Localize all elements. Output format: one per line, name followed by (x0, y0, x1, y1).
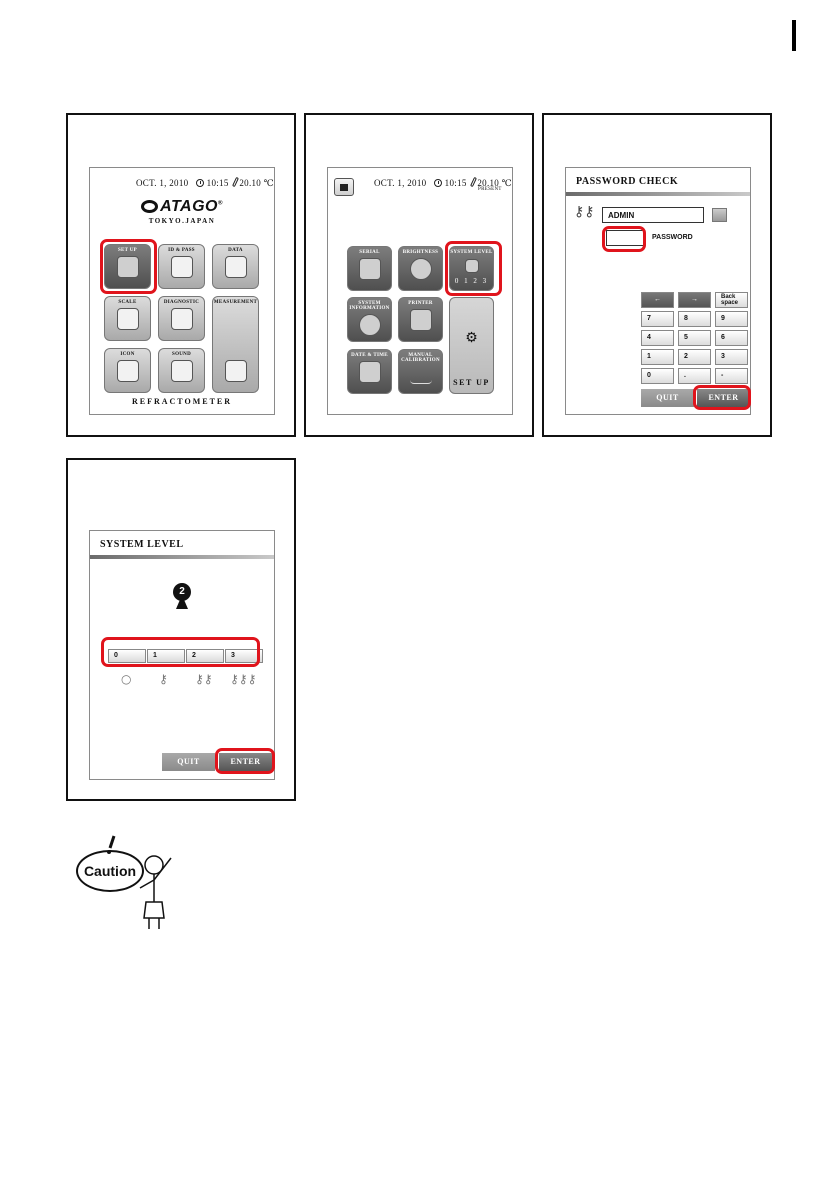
level-button-2[interactable]: 2 (186, 649, 224, 663)
atago-logo: ATAGO® (90, 198, 274, 216)
temperature-text: 20.10 ℃ (239, 178, 275, 188)
temperature-text: 20.10 ℃ (477, 178, 513, 188)
tile-sound[interactable]: SOUND (158, 348, 205, 393)
tile-brightness[interactable]: BRIGHTNESS (398, 246, 443, 291)
enter-button[interactable]: ENTER (219, 753, 272, 771)
tile-icon[interactable]: ICON (104, 348, 151, 393)
highlight-setup (100, 239, 157, 294)
atago-mark-icon (141, 200, 158, 213)
screen-title: PASSWORD CHECK (566, 176, 750, 196)
tile-date-time[interactable]: DATE & TIME (347, 349, 392, 394)
key-8[interactable]: 8 (678, 311, 711, 327)
measurement-icon (225, 360, 247, 382)
time-text: 10:15 (206, 178, 229, 188)
sun-icon (410, 258, 432, 280)
home-button[interactable] (334, 178, 354, 196)
tile-setup-panel: ⚙ SET UP (449, 297, 494, 394)
data-icon (225, 256, 247, 278)
id-pass-icon (171, 256, 193, 278)
tile-system-level[interactable]: SYSTEM LEVEL 0 1 2 3 (449, 246, 494, 291)
key-0[interactable]: 0 (641, 368, 674, 384)
footer-label: REFRACTOMETER (131, 397, 233, 406)
caution-figure-icon (70, 832, 190, 932)
caution-illustration (70, 832, 190, 932)
quit-button[interactable]: QUIT (162, 753, 215, 771)
diagnostic-icon (171, 308, 193, 330)
key-5[interactable]: 5 (678, 330, 711, 346)
quit-button[interactable]: QUIT (641, 389, 694, 407)
key-right[interactable]: → (678, 292, 711, 308)
key-left[interactable]: ← (641, 292, 674, 308)
printer-icon (410, 309, 432, 331)
tile-data[interactable]: DATA (212, 244, 259, 289)
tile-measurement[interactable]: MEASUREMENT (212, 296, 259, 393)
key-backspace[interactable]: Back space (715, 292, 748, 308)
key-4[interactable]: 4 (641, 330, 674, 346)
enter-button[interactable]: ENTER (697, 389, 750, 407)
key-3[interactable]: 3 (715, 349, 748, 365)
status-bar (136, 177, 274, 189)
level-0-key-icon: ○ (121, 672, 132, 686)
tile-serial[interactable]: SERIAL (347, 246, 392, 291)
level-button-1[interactable]: 1 (147, 649, 185, 663)
password-check-screen (565, 167, 751, 415)
clock-icon (196, 179, 204, 187)
time-text: 10:15 (444, 178, 467, 188)
screen-title: SYSTEM LEVEL (90, 539, 274, 559)
tile-diagnostic[interactable]: DIAGNOSTIC (158, 296, 205, 341)
key-2[interactable]: 2 (678, 349, 711, 365)
user-field[interactable]: ADMIN (602, 207, 704, 223)
caution-label: Caution (76, 850, 144, 892)
tile-setup[interactable]: SET UP (104, 244, 151, 289)
users-keys-icon: ⚷⚷ (574, 204, 595, 220)
highlight-password-field (602, 226, 646, 252)
monitor-icon (359, 258, 381, 280)
user-select-button[interactable] (712, 208, 727, 222)
level-button-3[interactable]: 3 (225, 649, 263, 663)
tile-system-information[interactable]: SYSTEM INFORMATION (347, 297, 392, 342)
highlight-level-buttons (101, 637, 260, 667)
key-9[interactable]: 9 (715, 311, 748, 327)
level-2-key-icon: ⚷⚷ (195, 672, 213, 686)
date-text: OCT. 1, 2010 (374, 178, 427, 188)
calibration-icon (410, 374, 432, 384)
step-frame-1 (66, 113, 296, 437)
icon-settings-icon (117, 360, 139, 382)
tile-id-pass[interactable]: ID & PASS (158, 244, 205, 289)
step-frame-3 (542, 113, 772, 437)
key-1[interactable]: 1 (641, 349, 674, 365)
level-button-0[interactable]: 0 (108, 649, 146, 663)
highlight-enter-button (693, 385, 751, 410)
level-1-key-icon: ⚷ (159, 672, 168, 686)
keyhole-level-icon (173, 583, 191, 609)
highlight-enter-button (215, 748, 275, 774)
clock-icon (434, 179, 442, 187)
highlight-system-level (445, 241, 502, 296)
tile-manual-calibration[interactable]: MANUAL CALIBRATION (398, 349, 443, 394)
wrench-screw-icon: ⚙ (465, 330, 478, 346)
present-label: PRESENT (478, 187, 502, 192)
scale-icon (117, 308, 139, 330)
current-level-badge: 2 (173, 583, 191, 601)
sound-icon (171, 360, 193, 382)
key-7[interactable]: 7 (641, 311, 674, 327)
tile-scale[interactable]: SCALE (104, 296, 151, 341)
password-label: PASSWORD (652, 234, 693, 241)
key-6[interactable]: 6 (715, 330, 748, 346)
key-minus[interactable]: - (715, 368, 748, 384)
calendar-clock-icon (359, 361, 381, 383)
thermometer-icon (232, 177, 239, 187)
level-3-key-icon: ⚷⚷⚷ (230, 672, 257, 686)
system-level-code: 0 1 2 3 (454, 277, 489, 285)
logo-tagline: TOKYO.JAPAN (148, 217, 216, 225)
step-frame-2 (304, 113, 534, 437)
key-dot[interactable]: . (678, 368, 711, 384)
tile-printer[interactable]: PRINTER (398, 297, 443, 342)
info-icon (359, 314, 381, 336)
date-text: OCT. 1, 2010 (136, 178, 189, 188)
thermometer-icon (470, 177, 477, 187)
page-edge-rule (792, 20, 796, 51)
step-frame-4 (66, 458, 296, 801)
